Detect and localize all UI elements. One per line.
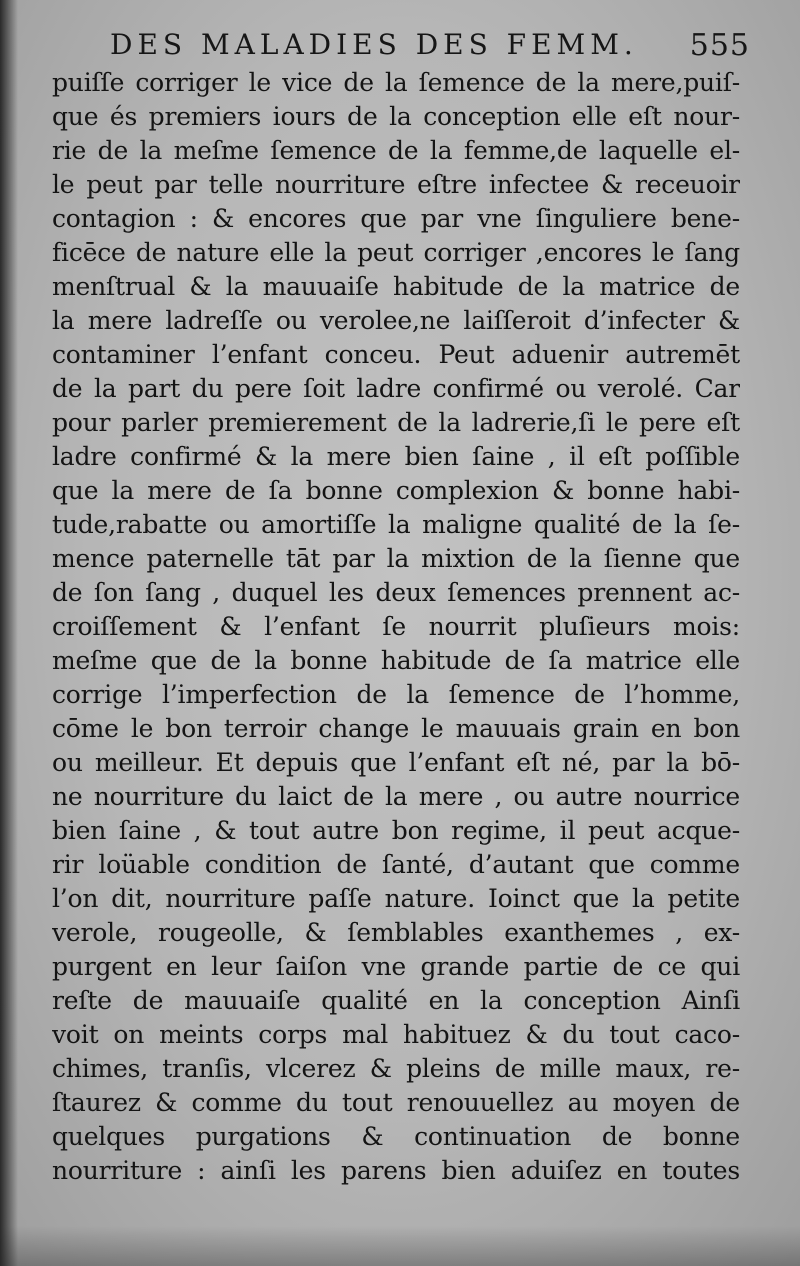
text-line: pour parler premierement de la ladrerie,ſi le pere eſt	[52, 408, 740, 437]
text-line: nourriture : ainſi les parens bien aduiſez en toutes	[52, 1156, 740, 1185]
text-line: ou meilleur. Et depuis que l’enfant eſt né, par la bō-	[52, 748, 740, 777]
text-line: de la part du pere ſoit ladre confirmé ou verolé. Car	[52, 374, 740, 403]
text-line: puiſſe corriger le vice de la ſemence de la mere,puiſ-	[52, 68, 740, 97]
text-line: ne nourriture du laict de la mere , ou autre nourrice	[52, 782, 740, 811]
text-line: contaminer l’enfant conceu. Peut aduenir autremēt	[52, 340, 740, 369]
text-line: cōme le bon terroir change le mauuais grain en bon	[52, 714, 740, 743]
text-line: tude,rabatte ou amortiſſe la maligne qualité de la ſe-	[52, 510, 740, 539]
text-line: chimes, tranſis, vlcerez & pleins de mille maux, re-	[52, 1054, 740, 1083]
text-line: le peut par telle nourriture eſtre infectee & receuoir	[52, 170, 740, 199]
text-line: quelques purgations & continuation de bonne	[52, 1122, 740, 1151]
text-line: que la mere de ſa bonne complexion & bonne habi-	[52, 476, 740, 505]
binding-shadow	[0, 0, 18, 1266]
page-number: 555	[689, 28, 750, 63]
text-line: menſtrual & la mauuaiſe habitude de la matrice de	[52, 272, 740, 301]
text-line: croiſſement & l’enfant ſe nourrit pluſieurs mois:	[52, 612, 740, 641]
text-line: rie de la meſme ſemence de la femme,de laquelle el-	[52, 136, 740, 165]
text-line: l’on dit, nourriture paſſe nature. Ioinct que la petite	[52, 884, 740, 913]
text-line: mence paternelle tāt par la mixtion de la ſienne que	[52, 544, 740, 573]
text-line: verole, rougeolle, & ſemblables exanthemes , ex-	[52, 918, 740, 947]
page-header	[110, 28, 750, 68]
text-line: reſte de mauuaiſe qualité en la conception Ainſi	[52, 986, 740, 1015]
text-line: meſme que de la bonne habitude de ſa matrice elle	[52, 646, 740, 675]
text-line: la mere ladreſſe ou verolee,ne laiſſeroit d’infecter &	[52, 306, 740, 335]
text-line: de ſon ſang , duquel les deux ſemences prennent ac-	[52, 578, 740, 607]
text-line: corrige l’imperfection de la ſemence de l’homme,	[52, 680, 740, 709]
text-line: voit on meints corps mal habituez & du tout caco-	[52, 1020, 740, 1049]
text-line: rir loüable condition de ſanté, d’autant que comme	[52, 850, 740, 879]
text-line: bien ſaine , & tout autre bon regime, il peut acque-	[52, 816, 740, 845]
running-head: DES MALADIES DES FEMM.	[110, 28, 638, 61]
text-line: ficēce de nature elle la peut corriger ,encores le ſang	[52, 238, 740, 267]
page-bottom-shadow	[0, 1226, 800, 1266]
text-line: ſtaurez & comme du tout renouuellez au moyen de	[52, 1088, 740, 1117]
text-line: que és premiers iours de la conception elle eſt nour-	[52, 102, 740, 131]
text-line: ladre confirmé & la mere bien ſaine , il eſt poſſible	[52, 442, 740, 471]
text-line: contagion : & encores que par vne ſinguliere bene-	[52, 204, 740, 233]
text-line: purgent en leur ſaiſon vne grande partie de ce qui	[52, 952, 740, 981]
body-text	[52, 66, 740, 1188]
